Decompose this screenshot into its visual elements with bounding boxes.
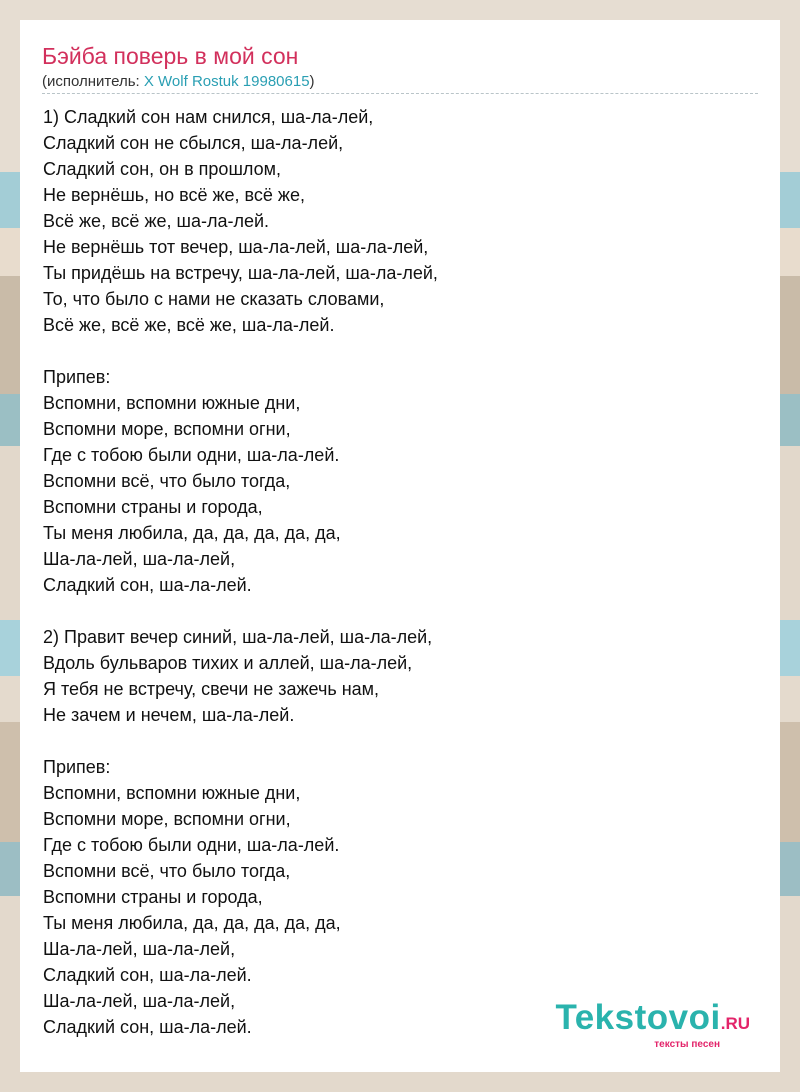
logo-tld: .RU	[720, 1014, 750, 1033]
artist-link[interactable]: X Wolf Rostuk 19980615	[143, 73, 310, 90]
dashed-divider	[42, 93, 758, 94]
logo-main-text: Tekstovoi	[555, 998, 721, 1037]
logo-wordmark	[555, 1000, 750, 1042]
song-title: Бэйба поверь в мой сон	[42, 43, 299, 69]
artist-line	[42, 73, 315, 91]
artist-prefix: (исполнитель:	[42, 73, 144, 90]
site-logo[interactable]	[555, 1000, 750, 1050]
logo-tagline: тексты песен	[654, 1039, 720, 1050]
artist-suffix: )	[309, 73, 315, 90]
lyrics-text: 1) Сладкий сон нам снился, ша-ла-лей, Сладкий сон не сбылся, ша-ла-лей, Сладкий сон, он в прошлом, Не вернёшь, но всё же, всё же, Всё же, всё же, ша-ла-лей. Не вернёшь тот вечер, ша-ла-лей, ша-ла-лей, Ты придёшь на встречу, ша-ла-лей, ша-ла-лей, То, что было с нами не сказать словами, Всё же, всё же, всё же, ша-ла-лей. Припев: Вспомни, вспомни южные дни, Вспомни море, вспомни огни, Где с тобою были одни, ша-ла-лей. Вспомни всё, что было тогда, Вспомни страны и города, Ты меня любила, да, да, да, да, да, Ша-ла-лей, ша-ла-лей, Сладкий сон, ша-ла-лей. 2) Правит вечер синий, ша-ла-лей, ша-ла-лей, Вдоль бульваров тихих и аллей, ша-ла-лей, Я тебя не встречу, свечи не зажечь нам, Не зачем и нечем, ша-ла-лей. Припев: Вспомни, вспомни южные дни, Вспомни море, вспомни огни, Где с тобою были одни, ша-ла-лей. Вспомни всё, что было тогда, Вспомни страны и города, Ты меня любила, да, да, да, да, да, Ша-ла-лей, ша-ла-лей, Сладкий сон, ша-ла-лей. Ша-ла-лей, ша-ла-лей, Сладкий сон, ша-ла-лей.	[43, 107, 438, 1037]
lyrics-card	[20, 20, 780, 1072]
